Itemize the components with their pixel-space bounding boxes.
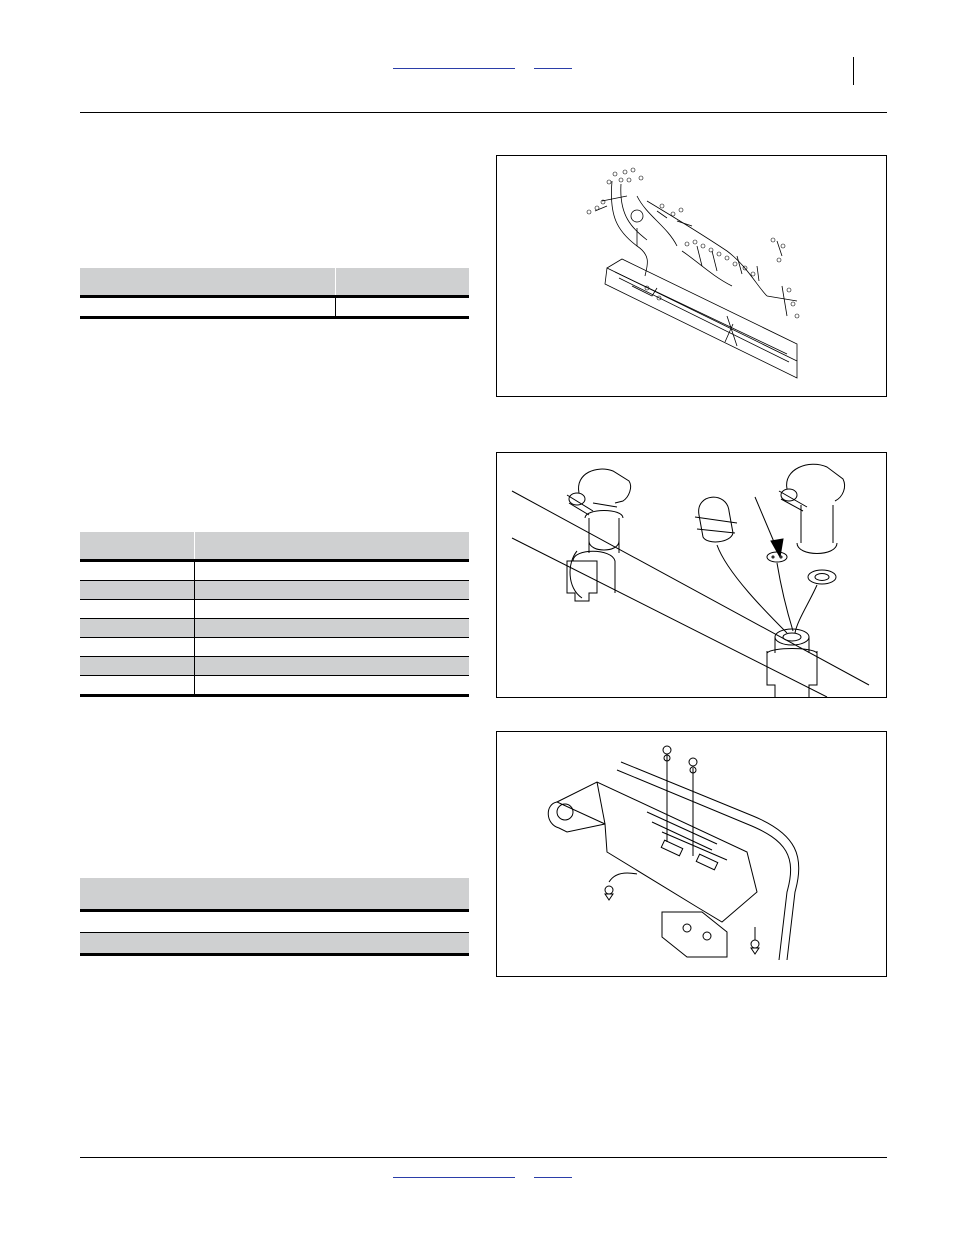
header-edge-mark bbox=[853, 57, 854, 85]
table-header-cell bbox=[80, 532, 194, 561]
table-row bbox=[80, 561, 469, 581]
footer-rule bbox=[80, 1157, 887, 1158]
table-row bbox=[80, 600, 469, 619]
table-header-cell bbox=[80, 268, 335, 297]
table-row bbox=[80, 657, 469, 676]
table-cell bbox=[194, 561, 469, 581]
table-cell bbox=[80, 581, 194, 600]
table-cell bbox=[80, 619, 194, 638]
header-link-primary[interactable] bbox=[393, 54, 515, 69]
table-row bbox=[80, 911, 469, 933]
table-cell bbox=[80, 297, 335, 318]
table-row bbox=[80, 638, 469, 657]
parts-table-1 bbox=[80, 268, 469, 319]
boom-hose-assembly-exploded-diagram-icon bbox=[497, 156, 886, 396]
table-row bbox=[80, 619, 469, 638]
footer-link-primary[interactable] bbox=[393, 1163, 515, 1178]
table-cell bbox=[80, 600, 194, 619]
spray-nozzle-body-diagram-icon bbox=[497, 453, 886, 697]
header-link-secondary[interactable] bbox=[534, 54, 572, 69]
table-cell bbox=[80, 561, 194, 581]
table-cell bbox=[194, 619, 469, 638]
parts-table-3 bbox=[80, 878, 469, 956]
table-row bbox=[80, 676, 469, 696]
table-cell bbox=[80, 676, 194, 696]
table-header-cell bbox=[335, 268, 469, 297]
spray-nozzle-figure bbox=[496, 452, 887, 698]
table-cell bbox=[194, 676, 469, 696]
table-cell bbox=[80, 657, 194, 676]
boom-hose-assembly-figure bbox=[496, 155, 887, 397]
table-cell bbox=[80, 933, 469, 955]
nozzle-bracket-mount-diagram-icon bbox=[497, 732, 886, 976]
table-row bbox=[80, 933, 469, 955]
table-header-cell bbox=[80, 878, 469, 911]
footer-link-secondary[interactable] bbox=[534, 1163, 572, 1178]
table-header-cell bbox=[194, 532, 469, 561]
table-cell bbox=[194, 581, 469, 600]
header-rule bbox=[80, 112, 887, 113]
table-cell bbox=[80, 638, 194, 657]
table-cell bbox=[194, 657, 469, 676]
table-row bbox=[80, 581, 469, 600]
bracket-mount-figure bbox=[496, 731, 887, 977]
parts-table-2 bbox=[80, 532, 469, 697]
table-cell bbox=[194, 600, 469, 619]
table-cell bbox=[194, 638, 469, 657]
table-cell bbox=[335, 297, 469, 318]
table-cell bbox=[80, 911, 469, 933]
